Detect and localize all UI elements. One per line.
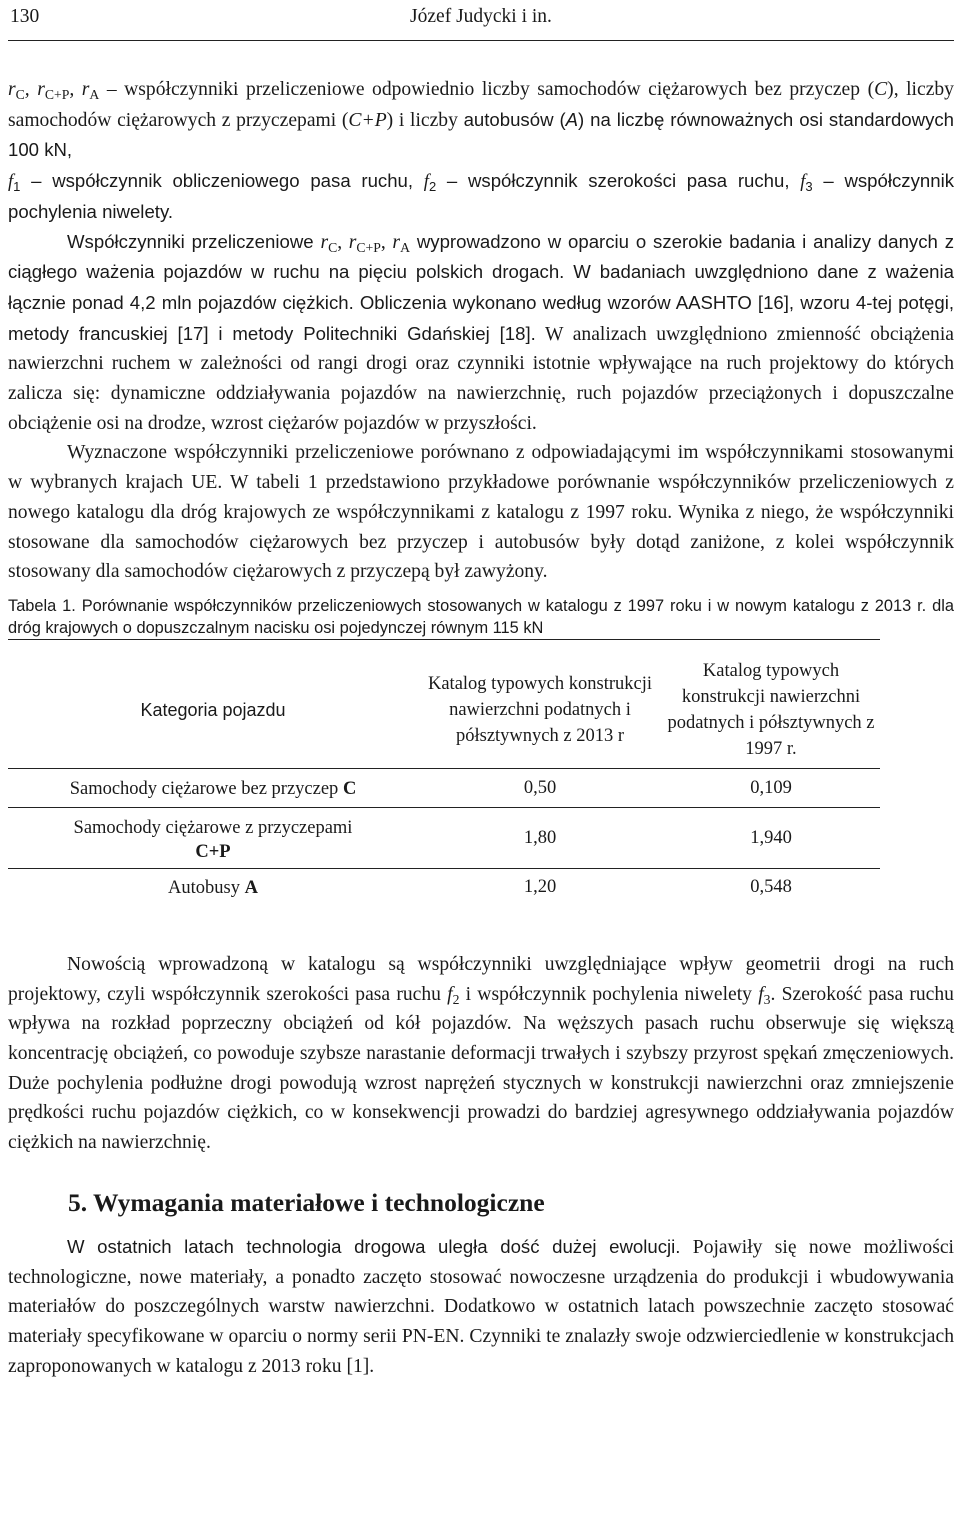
italic-term: C bbox=[874, 79, 888, 100]
text-run: – współczynniki przeliczeniowe odpowiednio liczby samochodów ciężarowych bez przyczep ( bbox=[99, 79, 875, 100]
symbol-r: r bbox=[348, 231, 357, 253]
symbol-f: f bbox=[800, 171, 806, 193]
row-label: Samochody ciężarowe z przyczepami bbox=[73, 817, 353, 838]
subscript: C bbox=[328, 239, 338, 255]
text-run: i współczynnik pochylenia niwelety bbox=[459, 983, 759, 1005]
subscript: C+P bbox=[356, 239, 381, 255]
symbol-r: r bbox=[8, 79, 16, 100]
symbol-f: f bbox=[423, 171, 429, 193]
text-run: – współczynnik obliczeniowego pasa ruchu, bbox=[20, 170, 424, 192]
symbol-definition-f bbox=[8, 166, 954, 226]
text-run: , bbox=[380, 231, 393, 253]
table-row bbox=[8, 768, 880, 807]
row-label: Autobusy bbox=[168, 877, 245, 898]
subscript: 3 bbox=[805, 179, 813, 194]
italic-term: A bbox=[565, 108, 579, 130]
symbol-r: r bbox=[320, 231, 329, 253]
paragraph-geometry bbox=[8, 950, 954, 1158]
running-title: Józef Judycki i in. bbox=[410, 6, 552, 27]
symbol-r: , r bbox=[69, 79, 90, 100]
text-run: ) i liczby bbox=[386, 109, 464, 131]
symbol-f: f bbox=[8, 171, 14, 193]
text-run: W ostatnich latach technologia drogowa uległa dość dużej ewolucji. bbox=[67, 1235, 681, 1257]
value-1997: 0,109 bbox=[750, 777, 792, 798]
value-2013: 1,20 bbox=[418, 868, 662, 906]
row-code: A bbox=[244, 877, 258, 898]
paragraph-coefficients bbox=[8, 227, 954, 439]
text-run: Pojawiły się nowe możliwości technologiczne, nowe materiały, a ponadto zaczęto stosować nowoczesne urządzenia do produkcji i wbudowywania materiałów do poszczególnych warstw nawierzchni. Dodatkowo w ostatnich latach powszechnie zaczęto stosować materiały specyfikowane w oparciu o normy serii PN-EN. Czynniki te znalazły swoje odzwierciedlenie w konstrukcjach zaproponowanych w katalogu z 2013 roku [1]. bbox=[8, 1236, 954, 1377]
text-run: – współczynnik pochylenia niwelety. bbox=[8, 170, 954, 222]
subscript: A bbox=[89, 87, 100, 103]
value-1997: 0,548 bbox=[662, 868, 880, 906]
subscript: 1 bbox=[13, 179, 21, 194]
subscript: C bbox=[15, 87, 25, 103]
subscript: C+P bbox=[44, 87, 70, 103]
subscript: A bbox=[400, 239, 410, 255]
row-label: Samochody ciężarowe bez przyczep bbox=[69, 778, 343, 799]
text-run: W analizach uwzględniono zmienność obciążenia nawierzchni ruchem w zależności od rangi drogi oraz czynniki istotnie wpływające na ruch projektowy do których zalicza się: dynamiczne oddziaływania pojazdów na nawierzchnię, ruch pojazdów przeciążonych i dopuszczalne obciążenie osi na drodze, wzrost ciężarów pojazdów w przyszłości. bbox=[8, 323, 954, 434]
symbol-f: f bbox=[447, 983, 453, 1005]
table-header-2013: Katalog typowych konstrukcji nawierzchni podatnych i półsztywnych z 2013 r bbox=[418, 652, 662, 769]
symbol-definition-r bbox=[8, 75, 954, 166]
row-code: C bbox=[342, 778, 357, 799]
page-body bbox=[8, 75, 954, 1381]
subscript: 3 bbox=[763, 991, 771, 1007]
paragraph-technology bbox=[8, 1232, 954, 1382]
table-row bbox=[8, 807, 880, 868]
text-run: wyprowadzono w oparciu o szerokie badania i analizy danych z ciągłego ważenia pojazdów w ruchu na pięciu polskich drogach. W badaniach uwzględniono dane z ważenia łącznie ponad 4,2 mln pojazdów ciężkich. Obliczenia wykonano według wzorów AASHTO [16], wzoru 4-tej potęgi, metody francuskiej [17] i metody Politechniki Gdańskiej [18]. bbox=[8, 230, 955, 344]
paragraph-comparison: Wyznaczone współczynniki przeliczeniowe porównano z odpowiadającymi im współczynnikami stosowanymi w wybranych krajach UE. W tabeli 1 przedstawiono przykładowe porównanie współczynników przeliczeniowych z nowego katalogu dla dróg krajowych ze współczynnikami z katalogu z 1997 roku. Wynika z niego, że współczynniki stosowane dla samochodów ciężarowych bez przyczep i autobusów były dotąd zaniżone, z kolei współczynnik stosowany dla samochodów ciężarowych z przyczepą był zawyżony. bbox=[8, 442, 954, 583]
symbol-r: r bbox=[392, 231, 401, 253]
value-2013: 1,80 bbox=[418, 807, 662, 868]
text-run: ), liczby samochodów ciężarowych z przyczepami ( bbox=[8, 79, 954, 131]
text-run: ) na liczbę równoważnych osi standardowych 100 kN, bbox=[8, 108, 954, 161]
value-2013: 0,50 bbox=[523, 777, 557, 798]
page-header bbox=[8, 0, 954, 41]
subscript: 2 bbox=[452, 991, 460, 1007]
text-run: Współczynniki przeliczeniowe bbox=[67, 230, 321, 252]
table-caption: Tabela 1. Porównanie współczynników przeliczeniowych stosowanych w katalogu z 1997 roku i w nowym katalogu z 2013 r. dla dróg krajowych o dopuszczalnym nacisku osi pojedynczej równym 115 kN bbox=[8, 596, 954, 637]
page-number: 130 bbox=[10, 6, 40, 27]
text-run: , bbox=[337, 231, 349, 253]
value-1997: 1,940 bbox=[662, 807, 880, 868]
subscript: 2 bbox=[428, 179, 437, 194]
text-run: . Szerokość pasa ruchu wpływa na rozkład poprzeczny obciążeń od kół pojazdów. Na węższych pasach ruchu obserwuje się większą koncentrację obciążeń, co powoduje szybsze narastanie deformacji trwałych i szybszy przyrost spękań zmęczeniowych. Duże pochylenia podłużne drogi powodują wzrost naprężeń stycznych w konstrukcji nawierzchni oraz zmniejszenie prędkości ruchu pojazdów ciężkich, co w konsekwencji prowadzi do bardziej agresywnego oddziaływania pojazdów ciężkich na nawierzchnię. bbox=[8, 983, 954, 1154]
symbol-f: f bbox=[758, 983, 764, 1005]
italic-term: C+P bbox=[348, 109, 387, 131]
row-code: C+P bbox=[195, 841, 231, 862]
table-header-1997: Katalog typowych konstrukcji nawierzchni podatnych i półsztywnych z 1997 r. bbox=[662, 652, 880, 769]
coefficients-table bbox=[8, 652, 880, 906]
text-run: autobusów ( bbox=[463, 108, 566, 130]
document-page bbox=[8, 0, 954, 1381]
table-header-category: Kategoria pojazdu bbox=[8, 652, 418, 769]
text-run: Nowością wprowadzoną w katalogu są współczynniki uwzględniające wpływ geometrii drogi na ruch projektowy, czyli współczynnik szerokości pasa ruchu bbox=[8, 953, 954, 1005]
table-row bbox=[8, 868, 880, 906]
text-run: – współczynnik szerokości pasa ruchu, bbox=[436, 170, 801, 192]
caption-divider bbox=[8, 639, 880, 640]
symbol-r: , r bbox=[24, 79, 45, 100]
section-heading: 5. Wymagania materiałowe i technologiczne bbox=[68, 1187, 545, 1217]
